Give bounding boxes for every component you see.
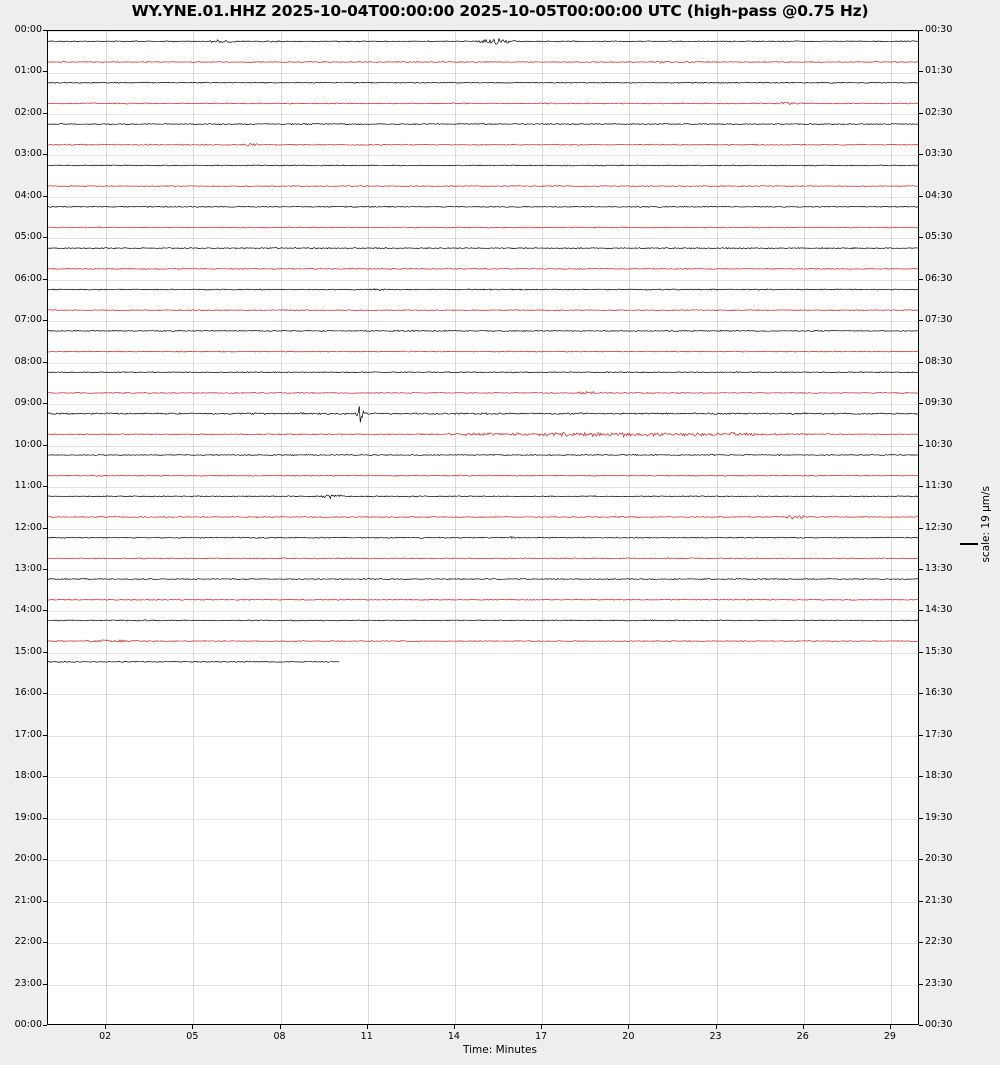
trace-line	[48, 268, 918, 269]
y-tick-mark-left	[43, 196, 47, 197]
trace-line	[48, 599, 918, 600]
x-tick-label: 14	[447, 1031, 460, 1042]
y-tick-label-right: 17:30	[925, 728, 953, 740]
x-tick-mark	[192, 1025, 193, 1029]
y-tick-mark-right	[919, 984, 923, 985]
chart-title: WY.YNE.01.HHZ 2025-10-04T00:00:00 2025-10-05T00:00:00 UTC (high-pass @0.75 Hz)	[131, 2, 869, 20]
y-tick-label-left: 11:00	[14, 480, 42, 492]
y-tick-label-left: 13:00	[14, 562, 42, 574]
x-tick-label: 20	[622, 1031, 635, 1042]
y-tick-label-right: 09:30	[925, 397, 953, 409]
y-tick-label-left: 17:00	[14, 728, 42, 740]
y-tick-label-right: 14:30	[925, 604, 953, 616]
trace-line	[48, 39, 918, 45]
y-tick-label-right: 12:30	[925, 521, 953, 533]
plot-area	[47, 30, 919, 1025]
y-tick-label-right: 21:30	[925, 894, 953, 906]
y-tick-mark-right	[919, 1025, 923, 1026]
y-tick-mark-right	[919, 652, 923, 653]
y-tick-label-right: 23:30	[925, 977, 953, 989]
trace-line	[48, 143, 918, 146]
y-tick-label-right: 00:30	[925, 24, 953, 35]
y-tick-mark-left	[43, 652, 47, 653]
y-tick-mark-left	[43, 735, 47, 736]
scale-label: scale: 19 µm/s	[980, 486, 992, 563]
x-tick-label: 17	[535, 1031, 548, 1042]
y-tick-label-left: 08:00	[14, 355, 42, 367]
y-tick-mark-right	[919, 30, 923, 31]
y-tick-mark-right	[919, 279, 923, 280]
y-tick-mark-left	[43, 445, 47, 446]
trace-line	[48, 578, 918, 579]
trace-line	[48, 661, 339, 662]
y-tick-mark-left	[43, 486, 47, 487]
y-tick-mark-left	[43, 30, 47, 31]
y-tick-label-left: 10:00	[14, 438, 42, 450]
trace-line	[48, 372, 918, 373]
trace-line	[48, 82, 918, 83]
y-tick-mark-right	[919, 610, 923, 611]
y-tick-label-left: 20:00	[14, 853, 42, 865]
x-tick-label: 05	[186, 1031, 199, 1042]
y-tick-label-left: 04:00	[14, 189, 42, 201]
y-tick-label-left: 23:00	[14, 977, 42, 989]
y-tick-label-left: 01:00	[14, 65, 42, 77]
y-tick-label-left: 07:00	[14, 314, 42, 326]
x-tick-label: 23	[709, 1031, 722, 1042]
y-tick-label-left: 09:00	[14, 397, 42, 409]
x-tick-mark	[280, 1025, 281, 1029]
y-tick-mark-left	[43, 362, 47, 363]
y-tick-mark-left	[43, 942, 47, 943]
y-tick-label-left: 05:00	[14, 231, 42, 243]
y-tick-label-right: 08:30	[925, 355, 953, 367]
y-tick-mark-left	[43, 1025, 47, 1026]
y-tick-mark-left	[43, 818, 47, 819]
trace-line	[48, 392, 918, 394]
y-tick-mark-right	[919, 445, 923, 446]
x-tick-label: 02	[99, 1031, 112, 1042]
x-tick-label: 08	[273, 1031, 286, 1042]
y-tick-mark-right	[919, 71, 923, 72]
y-tick-mark-right	[919, 320, 923, 321]
y-tick-mark-right	[919, 818, 923, 819]
y-tick-label-right: 01:30	[925, 65, 953, 77]
y-tick-mark-left	[43, 984, 47, 985]
y-tick-mark-left	[43, 403, 47, 404]
y-tick-mark-left	[43, 528, 47, 529]
x-tick-mark	[890, 1025, 891, 1029]
x-tick-mark	[105, 1025, 106, 1029]
y-tick-label-right: 07:30	[925, 314, 953, 326]
y-tick-mark-right	[919, 693, 923, 694]
y-tick-label-right: 16:30	[925, 687, 953, 699]
x-tick-label: 29	[883, 1031, 896, 1042]
trace-line	[48, 310, 918, 311]
y-tick-label-right: 03:30	[925, 148, 953, 160]
trace-line	[48, 432, 918, 437]
y-tick-mark-right	[919, 403, 923, 404]
y-tick-label-right: 13:30	[925, 562, 953, 574]
y-tick-mark-right	[919, 901, 923, 902]
y-tick-mark-right	[919, 569, 923, 570]
x-tick-mark	[803, 1025, 804, 1029]
trace-line	[48, 558, 918, 559]
scale-bar	[960, 543, 978, 545]
trace-line	[48, 61, 918, 63]
y-tick-label-left: 03:00	[14, 148, 42, 160]
trace-line	[48, 330, 918, 331]
trace-line	[48, 123, 918, 124]
y-tick-mark-right	[919, 528, 923, 529]
y-tick-mark-right	[919, 154, 923, 155]
y-tick-label-right: 06:30	[925, 272, 953, 284]
trace-line	[48, 454, 918, 455]
y-tick-mark-right	[919, 486, 923, 487]
trace-line	[48, 406, 918, 422]
y-tick-label-right: 02:30	[925, 106, 953, 118]
x-tick-mark	[541, 1025, 542, 1029]
y-tick-mark-left	[43, 320, 47, 321]
y-tick-label-right: 04:30	[925, 189, 953, 201]
y-tick-mark-right	[919, 196, 923, 197]
x-tick-label: 11	[360, 1031, 373, 1042]
y-tick-label-left: 19:00	[14, 811, 42, 823]
y-tick-label-left: 02:00	[14, 106, 42, 118]
x-tick-mark	[716, 1025, 717, 1029]
y-tick-mark-right	[919, 735, 923, 736]
y-tick-mark-left	[43, 693, 47, 694]
y-tick-label-right: 10:30	[925, 438, 953, 450]
y-tick-label-left: 12:00	[14, 521, 42, 533]
y-tick-mark-right	[919, 113, 923, 114]
y-tick-mark-left	[43, 154, 47, 155]
trace-line	[48, 206, 918, 207]
y-tick-mark-left	[43, 901, 47, 902]
trace-line	[48, 495, 918, 499]
y-tick-mark-left	[43, 776, 47, 777]
trace-line	[48, 185, 918, 186]
y-tick-label-left: 00:00	[14, 1019, 42, 1030]
y-tick-label-right: 20:30	[925, 853, 953, 865]
trace-line	[48, 620, 918, 621]
trace-line	[48, 248, 918, 249]
x-tick-mark	[367, 1025, 368, 1029]
y-tick-mark-right	[919, 859, 923, 860]
y-tick-mark-right	[919, 942, 923, 943]
y-tick-mark-right	[919, 237, 923, 238]
trace-line	[48, 536, 918, 538]
y-tick-label-left: 00:00	[14, 24, 42, 35]
y-tick-label-left: 15:00	[14, 645, 42, 657]
trace-line	[48, 102, 918, 104]
y-tick-mark-left	[43, 237, 47, 238]
y-tick-mark-left	[43, 279, 47, 280]
y-tick-label-right: 00:30	[925, 1019, 953, 1030]
trace-line	[48, 165, 918, 166]
y-tick-mark-right	[919, 362, 923, 363]
y-tick-label-left: 21:00	[14, 894, 42, 906]
y-tick-label-right: 18:30	[925, 770, 953, 782]
x-tick-label: 26	[796, 1031, 809, 1042]
y-tick-label-right: 11:30	[925, 480, 953, 492]
seismogram-traces	[48, 31, 918, 1024]
y-tick-mark-right	[919, 776, 923, 777]
y-tick-label-left: 14:00	[14, 604, 42, 616]
y-tick-label-left: 18:00	[14, 770, 42, 782]
trace-line	[48, 640, 918, 642]
trace-line	[48, 289, 918, 291]
x-axis-title: Time: Minutes	[463, 1044, 537, 1056]
y-tick-mark-left	[43, 610, 47, 611]
y-tick-label-left: 06:00	[14, 272, 42, 284]
y-tick-label-right: 15:30	[925, 645, 953, 657]
trace-line	[48, 227, 918, 228]
y-tick-mark-left	[43, 71, 47, 72]
y-tick-label-left: 22:00	[14, 936, 42, 948]
trace-line	[48, 351, 918, 352]
x-tick-mark	[454, 1025, 455, 1029]
trace-line	[48, 475, 918, 476]
y-tick-label-right: 05:30	[925, 231, 953, 243]
y-tick-label-right: 19:30	[925, 811, 953, 823]
x-tick-mark	[628, 1025, 629, 1029]
y-tick-label-left: 16:00	[14, 687, 42, 699]
y-tick-mark-left	[43, 113, 47, 114]
y-tick-label-right: 22:30	[925, 936, 953, 948]
y-tick-mark-left	[43, 569, 47, 570]
y-tick-mark-left	[43, 859, 47, 860]
trace-line	[48, 515, 918, 519]
